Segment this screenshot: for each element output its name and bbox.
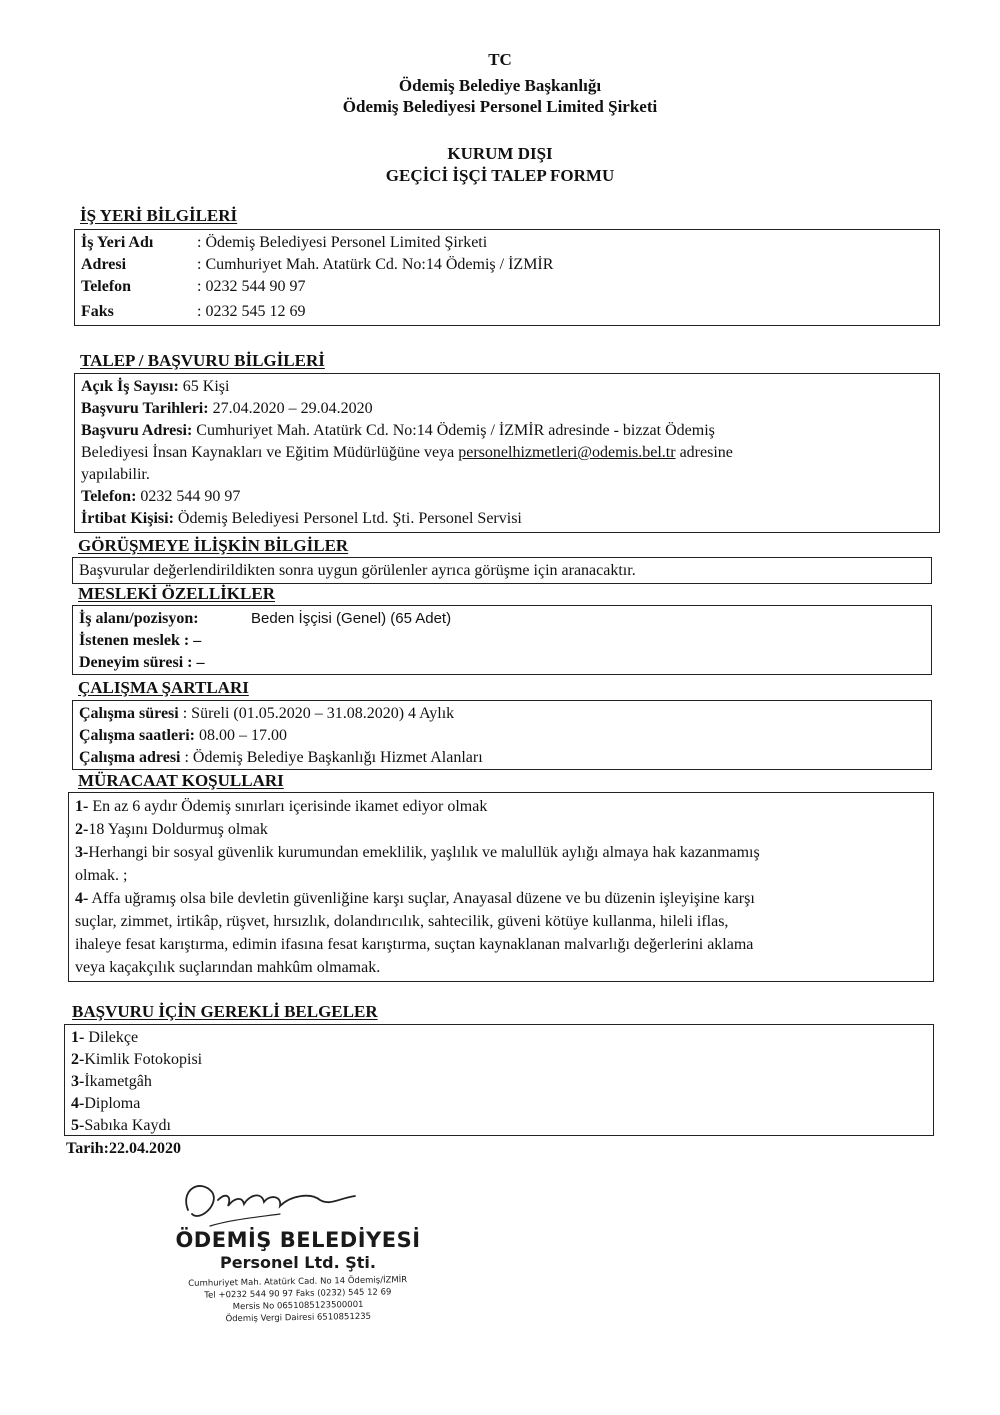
workplace-row: Telefon : 0232 544 90 97 bbox=[81, 278, 306, 295]
experience: Deneyim süresi : – bbox=[79, 654, 205, 671]
application-dates: Başvuru Tarihleri: 27.04.2020 – 29.04.2020 bbox=[81, 400, 373, 417]
list-item: suçlar, zimmet, irtikâp, rüşvet, hırsızlık, dolandırıcılık, sahtecilik, güveni kötüye kullanma, hileli iflas, bbox=[75, 913, 729, 930]
request-box bbox=[74, 373, 940, 533]
list-item: 4-Diploma bbox=[71, 1095, 141, 1112]
conditions-heading: ÇALIŞMA ŞARTLARI bbox=[78, 678, 249, 697]
stamp-details: Cumhuriyet Mah. Atatürk Cad. No 14 Ödemiş/İZMİR Tel +0232 544 90 97 Faks (0232) 545 12 69 Mersis No 0651085123500001 Ödemiş Vergi Dairesi 6510851235 bbox=[188, 1275, 408, 1325]
list-item: 2-Kimlik Fotokopisi bbox=[71, 1051, 203, 1068]
work-duration: Çalışma süresi : Süreli (01.05.2020 – 31.08.2020) 4 Aylık bbox=[79, 705, 455, 722]
documents-box bbox=[64, 1024, 934, 1136]
list-item: 1- En az 6 aydır Ödemiş sınırları içerisinde ikamet ediyor olmak bbox=[75, 798, 488, 815]
email-link[interactable]: personelhizmetleri@odemis.bel.tr bbox=[458, 444, 676, 461]
list-item: 3-İkametgâh bbox=[71, 1073, 152, 1090]
request-heading: TALEP / BAŞVURU BİLGİLERİ bbox=[80, 351, 325, 370]
list-item: 1- Dilekçe bbox=[71, 1029, 139, 1046]
list-item: 3-Herhangi bir sosyal güvenlik kurumundan emeklilik, yaşlılık ve malullük aylığı almaya hak kazanmamış bbox=[75, 844, 760, 861]
application-address-cont: Belediyesi İnsan Kaynakları ve Eğitim Müdürlüğüne veya personelhizmetleri@odemis.bel.tr adresine bbox=[81, 444, 733, 461]
list-item: 5-Sabıka Kaydı bbox=[71, 1117, 171, 1134]
workplace-box bbox=[74, 229, 940, 326]
workplace-row: Faks : 0232 545 12 69 bbox=[81, 303, 306, 320]
work-hours: Çalışma saatleri: 08.00 – 17.00 bbox=[79, 727, 287, 744]
list-item: veya kaçakçılık suçlarından mahkûm olmamak. bbox=[75, 959, 381, 976]
application-box bbox=[68, 792, 934, 982]
required-profession: İstenen meslek : – bbox=[79, 632, 202, 649]
application-address-end: yapılabilir. bbox=[81, 466, 150, 483]
position: İş alanı/pozisyon: Beden İşçisi (Genel) (65 Adet) bbox=[79, 610, 452, 627]
list-item: 4- Affa uğramış olsa bile devletin güvenliğine karşı suçlar, Anayasal düzene ve bu düzenin işleyişine karşı bbox=[75, 890, 755, 907]
stamp-subname: Personel Ltd. Şti. bbox=[220, 1253, 376, 1272]
header-municipality: Ödemiş Belediye Başkanlığı bbox=[398, 76, 602, 95]
header-company: Ödemiş Belediyesi Personel Limited Şirketi bbox=[342, 97, 658, 116]
workplace-heading: İŞ YERİ BİLGİLERİ bbox=[80, 206, 238, 225]
request-phone: Telefon: 0232 544 90 97 bbox=[81, 488, 241, 505]
profession-box bbox=[72, 605, 932, 675]
company-stamp bbox=[148, 1228, 448, 1324]
interview-text: Başvurular değerlendirildikten sonra uygun görülenler ayrıca görüşme için aranacaktır. bbox=[79, 562, 636, 579]
stamp-name: ÖDEMİŞ BELEDİYESİ bbox=[175, 1228, 421, 1252]
documents-heading: BAŞVURU İÇİN GEREKLİ BELGELER bbox=[72, 1002, 378, 1021]
work-address: Çalışma adresi : Ödemiş Belediye Başkanlığı Hizmet Alanları bbox=[79, 749, 483, 766]
form-date: Tarih:22.04.2020 bbox=[66, 1140, 181, 1157]
contact-person: İrtibat Kişisi: Ödemiş Belediyesi Personel Ltd. Şti. Personel Servisi bbox=[81, 510, 522, 527]
application-address: Başvuru Adresi: Cumhuriyet Mah. Atatürk Cd. No:14 Ödemiş / İZMİR adresinde - bizzat Ödemiş bbox=[81, 422, 715, 439]
application-heading: MÜRACAAT KOŞULLARI bbox=[78, 771, 284, 790]
workplace-row: İş Yeri Adı : Ödemiş Belediyesi Personel Limited Şirketi bbox=[81, 234, 488, 251]
interview-heading: GÖRÜŞMEYE İLİŞKİN BİLGİLER bbox=[78, 536, 349, 555]
header-tc: TC bbox=[488, 50, 512, 69]
form-title-1: KURUM DIŞI bbox=[447, 144, 553, 163]
conditions-box bbox=[72, 700, 932, 770]
list-item: 2-18 Yaşını Doldurmuş olmak bbox=[75, 821, 268, 838]
interview-box bbox=[72, 557, 932, 584]
list-item: ihaleye fesat karıştırma, edimin ifasına fesat karıştırma, suçtan kaynaklanan malvarlığı değerlerini aklama bbox=[75, 936, 754, 953]
form-title-2: GEÇİCİ İŞÇİ TALEP FORMU bbox=[385, 166, 615, 185]
profession-heading: MESLEKİ ÖZELLİKLER bbox=[78, 584, 275, 603]
open-jobs: Açık İş Sayısı: 65 Kişi bbox=[81, 378, 230, 395]
list-item: olmak. ; bbox=[75, 867, 128, 884]
workplace-row: Adresi : Cumhuriyet Mah. Atatürk Cd. No:14 Ödemiş / İZMİR bbox=[81, 256, 554, 273]
